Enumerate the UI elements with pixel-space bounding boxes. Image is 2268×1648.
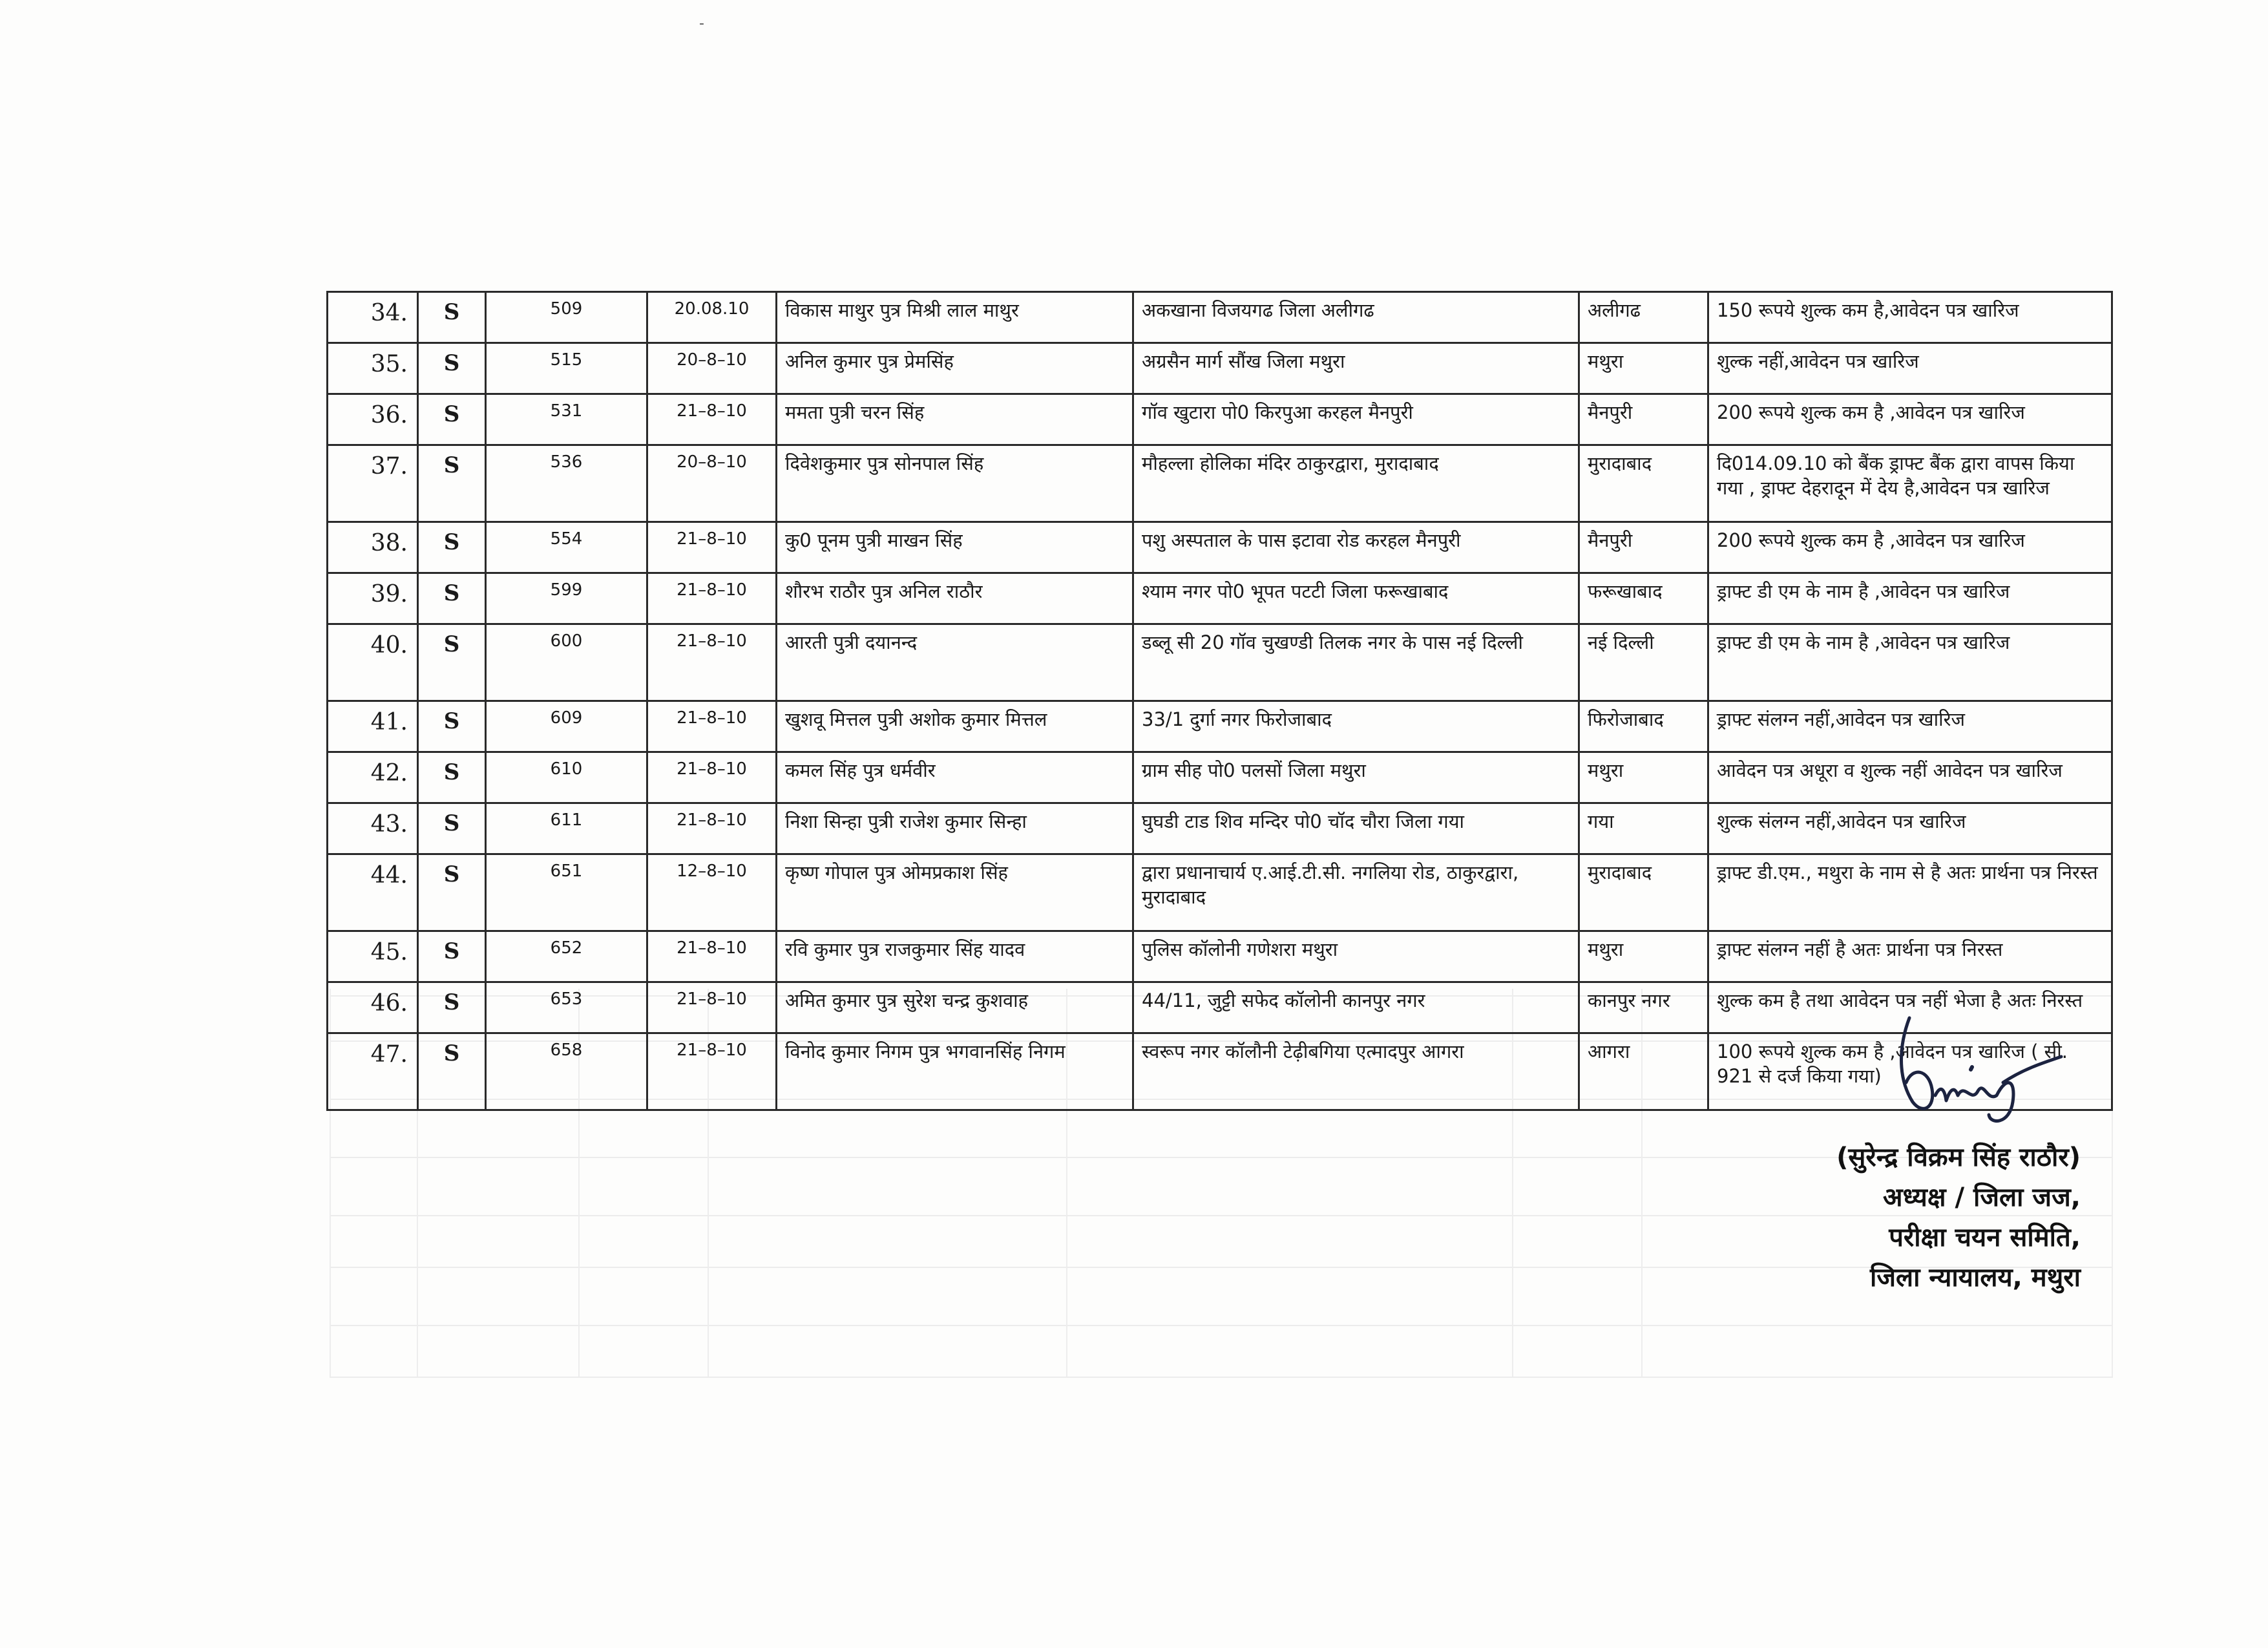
district-cell: फरूखाबाद: [1579, 573, 1708, 624]
signatory-committee: परीक्षा चयन समिति,: [1889, 1223, 2081, 1252]
table-row: [328, 854, 2112, 931]
category-cell: S: [418, 624, 486, 701]
category-cell: S: [418, 394, 486, 445]
serial-number-cell: 43.: [328, 803, 418, 854]
serial-number-cell: 34.: [328, 292, 418, 343]
applicant-name-cell: विनोद कुमार निगम पुत्र भगवानसिंह निगम: [777, 1033, 1133, 1110]
serial-number-cell: 41.: [328, 701, 418, 752]
application-number-cell: 599: [486, 573, 647, 624]
category-cell: S: [418, 931, 486, 982]
remark-cell: 200 रूपये शुल्क कम है ,आवेदन पत्र खारिज: [1708, 522, 2112, 573]
serial-number-cell: 38.: [328, 522, 418, 573]
applicant-name-cell: कमल सिंह पुत्र धर्मवीर: [777, 752, 1133, 803]
application-number-cell: 653: [486, 982, 647, 1033]
district-cell: मथुरा: [1579, 931, 1708, 982]
remark-cell: ड्राफ्ट डी.एम., मथुरा के नाम से है अतः प्रार्थना पत्र निरस्त: [1708, 854, 2112, 931]
applicant-name-cell: विकास माथुर पुत्र मिश्री लाल माथुर: [777, 292, 1133, 343]
table-row: [328, 292, 2112, 343]
bleed-line: [330, 1377, 2113, 1378]
remark-cell: ड्राफ्ट डी एम के नाम है ,आवेदन पत्र खारिज: [1708, 624, 2112, 701]
district-cell: नई दिल्ली: [1579, 624, 1708, 701]
signatory-block: [1745, 1137, 2081, 1298]
applicant-address-cell: अकखाना विजयगढ जिला अलीगढ: [1133, 292, 1579, 343]
application-date-cell: 21–8–10: [647, 803, 777, 854]
signatory-name: (सुरेन्द्र विक्रम सिंह राठौर): [1836, 1143, 2081, 1172]
remark-cell: ड्राफ्ट डी एम के नाम है ,आवेदन पत्र खारिज: [1708, 573, 2112, 624]
application-number-cell: 609: [486, 701, 647, 752]
table-row: [328, 752, 2112, 803]
remark-cell: आवेदन पत्र अधूरा व शुल्क नहीं आवेदन पत्र खारिज: [1708, 752, 2112, 803]
application-date-cell: 21–8–10: [647, 931, 777, 982]
rejection-register-table: [326, 291, 2113, 1111]
category-cell: S: [418, 803, 486, 854]
application-date-cell: 12–8–10: [647, 854, 777, 931]
serial-number-cell: 46.: [328, 982, 418, 1033]
table-row: [328, 701, 2112, 752]
applicant-name-cell: निशा सिन्हा पुत्री राजेश कुमार सिन्हा: [777, 803, 1133, 854]
district-cell: मैनपुरी: [1579, 522, 1708, 573]
serial-number-cell: 35.: [328, 343, 418, 394]
remark-cell: 100 रूपये शुल्क कम है ,आवेदन पत्र खारिज ( सी. 921 से दर्ज किया गया): [1708, 1033, 2112, 1110]
bleed-line: [330, 1325, 2113, 1326]
table-row: [328, 931, 2112, 982]
district-cell: गया: [1579, 803, 1708, 854]
applicant-address-cell: अग्रसैन मार्ग सौंख जिला मथुरा: [1133, 343, 1579, 394]
table-row: [328, 522, 2112, 573]
category-cell: S: [418, 1033, 486, 1110]
application-date-cell: 20–8–10: [647, 343, 777, 394]
application-number-cell: 611: [486, 803, 647, 854]
serial-number-cell: 45.: [328, 931, 418, 982]
district-cell: मथुरा: [1579, 752, 1708, 803]
application-number-cell: 651: [486, 854, 647, 931]
district-cell: मुरादाबाद: [1579, 854, 1708, 931]
category-cell: S: [418, 573, 486, 624]
district-cell: कानपुर नगर: [1579, 982, 1708, 1033]
serial-number-cell: 37.: [328, 445, 418, 522]
category-cell: S: [418, 982, 486, 1033]
category-cell: S: [418, 343, 486, 394]
signatory-designation: अध्यक्ष / जिला जज,: [1883, 1183, 2081, 1212]
application-date-cell: 21–8–10: [647, 752, 777, 803]
table-row: [328, 624, 2112, 701]
applicant-address-cell: गॉव खुटारा पो0 किरपुआ करहल मैनपुरी: [1133, 394, 1579, 445]
application-date-cell: 21–8–10: [647, 624, 777, 701]
application-date-cell: 20–8–10: [647, 445, 777, 522]
application-number-cell: 515: [486, 343, 647, 394]
applicant-address-cell: डब्लू सी 20 गॉव चुखण्डी तिलक नगर के पास नई दिल्ली: [1133, 624, 1579, 701]
remark-cell: शुल्क कम है तथा आवेदन पत्र नहीं भेजा है अतः निरस्त: [1708, 982, 2112, 1033]
district-cell: मथुरा: [1579, 343, 1708, 394]
applicant-name-cell: आरती पुत्री दयानन्द: [777, 624, 1133, 701]
table-row: [328, 394, 2112, 445]
application-date-cell: 21–8–10: [647, 522, 777, 573]
applicant-name-cell: रवि कुमार पुत्र राजकुमार सिंह यादव: [777, 931, 1133, 982]
remark-cell: 150 रूपये शुल्क कम है,आवेदन पत्र खारिज: [1708, 292, 2112, 343]
category-cell: S: [418, 854, 486, 931]
applicant-address-cell: मौहल्ला होलिका मंदिर ठाकुरद्वारा, मुरादाबाद: [1133, 445, 1579, 522]
application-date-cell: 21–8–10: [647, 982, 777, 1033]
applicant-address-cell: ग्राम सीह पो0 पलसों जिला मथुरा: [1133, 752, 1579, 803]
district-cell: फिरोजाबाद: [1579, 701, 1708, 752]
application-number-cell: 600: [486, 624, 647, 701]
table-row: [328, 982, 2112, 1033]
application-number-cell: 531: [486, 394, 647, 445]
category-cell: S: [418, 522, 486, 573]
remark-cell: दि014.09.10 को बैंक ड्राफ्ट बैंक द्वारा वापस किया गया , ड्राफ्ट देहरादून में देय है,आवेदन पत्र खारिज: [1708, 445, 2112, 522]
applicant-name-cell: शौरभ राठौर पुत्र अनिल राठौर: [777, 573, 1133, 624]
applicant-address-cell: स्वरूप नगर कॉलौनी टेढ़ीबगिया एत्मादपुर आगरा: [1133, 1033, 1579, 1110]
applicant-name-cell: कृष्ण गोपाल पुत्र ओमप्रकाश सिंह: [777, 854, 1133, 931]
applicant-name-cell: दिवेशकुमार पुत्र सोनपाल सिंह: [777, 445, 1133, 522]
district-cell: अलीगढ: [1579, 292, 1708, 343]
applicant-name-cell: कु0 पूनम पुत्री माखन सिंह: [777, 522, 1133, 573]
remark-cell: ड्राफ्ट संलग्न नहीं,आवेदन पत्र खारिज: [1708, 701, 2112, 752]
handwritten-signature: [1874, 1005, 2068, 1134]
application-date-cell: 21–8–10: [647, 1033, 777, 1110]
remark-cell: ड्राफ्ट संलग्न नहीं है अतः प्रार्थना पत्र निरस्त: [1708, 931, 2112, 982]
category-cell: S: [418, 752, 486, 803]
application-number-cell: 652: [486, 931, 647, 982]
applicant-address-cell: घुघडी टाड शिव मन्दिर पो0 चॉद चौरा जिला गया: [1133, 803, 1579, 854]
table-row: [328, 343, 2112, 394]
applicant-address-cell: पुलिस कॉलोनी गणेशरा मथुरा: [1133, 931, 1579, 982]
serial-number-cell: 40.: [328, 624, 418, 701]
application-number-cell: 536: [486, 445, 647, 522]
applicant-address-cell: 33/1 दुर्गा नगर फिरोजाबाद: [1133, 701, 1579, 752]
category-cell: S: [418, 445, 486, 522]
remark-cell: शुल्क नहीं,आवेदन पत्र खारिज: [1708, 343, 2112, 394]
remark-cell: शुल्क संलग्न नहीं,आवेदन पत्र खारिज: [1708, 803, 2112, 854]
application-number-cell: 658: [486, 1033, 647, 1110]
serial-number-cell: 47.: [328, 1033, 418, 1110]
applicant-address-cell: श्याम नगर पो0 भूपत पटटी जिला फरूखाबाद: [1133, 573, 1579, 624]
category-cell: S: [418, 701, 486, 752]
applicant-address-cell: पशु अस्पताल के पास इटावा रोड करहल मैनपुरी: [1133, 522, 1579, 573]
table-row: [328, 1033, 2112, 1110]
application-number-cell: 610: [486, 752, 647, 803]
table-body: [328, 292, 2112, 1110]
application-number-cell: 554: [486, 522, 647, 573]
table-row: [328, 803, 2112, 854]
district-cell: मैनपुरी: [1579, 394, 1708, 445]
applicant-address-cell: 44/11, जुट्टी सफेद कॉलोनी कानपुर नगर: [1133, 982, 1579, 1033]
application-date-cell: 21–8–10: [647, 573, 777, 624]
serial-number-cell: 42.: [328, 752, 418, 803]
application-number-cell: 509: [486, 292, 647, 343]
district-cell: मुरादाबाद: [1579, 445, 1708, 522]
serial-number-cell: 44.: [328, 854, 418, 931]
application-date-cell: 21–8–10: [647, 701, 777, 752]
table-row: [328, 573, 2112, 624]
serial-number-cell: 39.: [328, 573, 418, 624]
application-date-cell: 20.08.10: [647, 292, 777, 343]
table-row: [328, 445, 2112, 522]
serial-number-cell: 36.: [328, 394, 418, 445]
applicant-name-cell: खुशवू मित्तल पुत्री अशोक कुमार मित्तल: [777, 701, 1133, 752]
remark-cell: 200 रूपये शुल्क कम है ,आवेदन पत्र खारिज: [1708, 394, 2112, 445]
district-cell: आगरा: [1579, 1033, 1708, 1110]
applicant-name-cell: अमित कुमार पुत्र सुरेश चन्द्र कुशवाह: [777, 982, 1133, 1033]
applicant-name-cell: ममता पुत्री चरन सिंह: [777, 394, 1133, 445]
applicant-address-cell: द्वारा प्रधानाचार्य ए.आई.टी.सी. नगलिया रोड, ठाकुरद्वारा, मुरादाबाद: [1133, 854, 1579, 931]
application-date-cell: 21–8–10: [647, 394, 777, 445]
top-mark: -: [699, 16, 704, 32]
signatory-court: जिला न्यायालय, मथुरा: [1869, 1263, 2081, 1293]
category-cell: S: [418, 292, 486, 343]
applicant-name-cell: अनिल कुमार पुत्र प्रेमसिंह: [777, 343, 1133, 394]
